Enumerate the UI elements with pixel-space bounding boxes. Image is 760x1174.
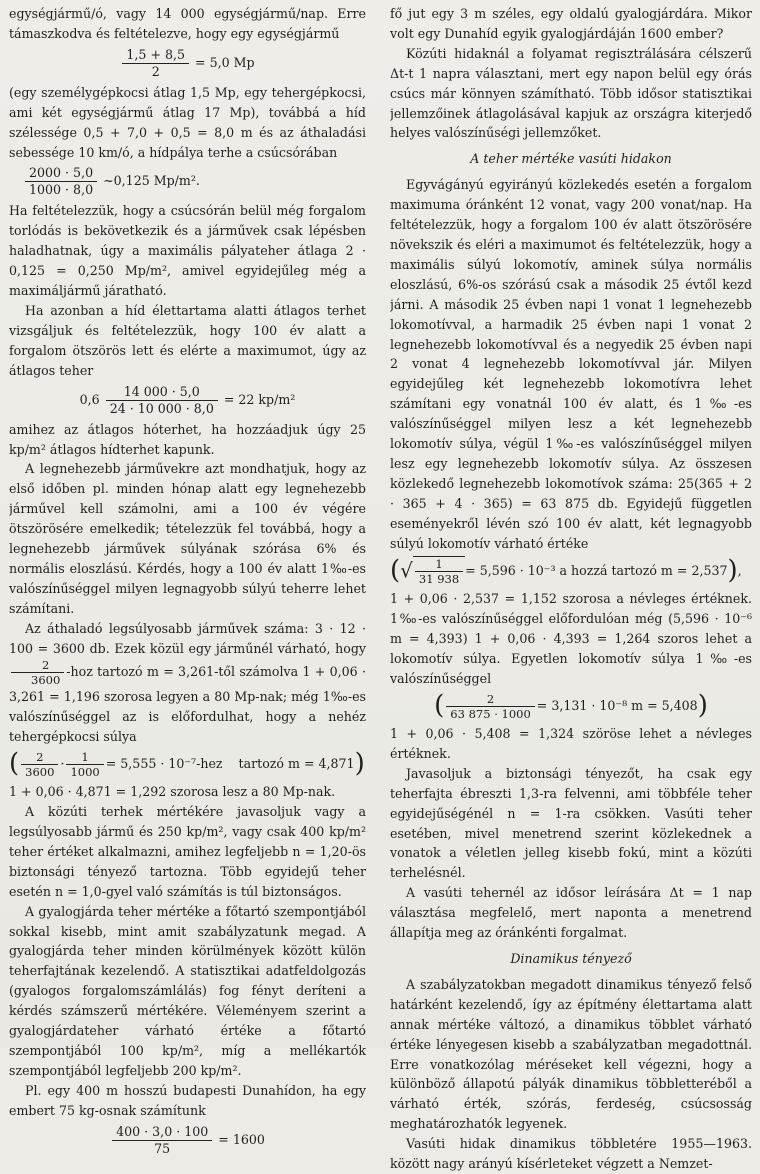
paren-open: ( (434, 690, 445, 721)
equation-rhs: = 5,555 · 10⁻⁷-hez (105, 756, 223, 772)
equation-rhs: = 3,131 · 10⁻⁸ m = 5,408 (536, 698, 698, 713)
fraction-denominator: 1000 (70, 765, 100, 780)
equation-single-locomotive (390, 692, 752, 721)
fraction-numerator: 2 (11, 658, 64, 673)
equation-tail: tartozó m = 4,871 (238, 756, 355, 772)
sqrt-icon: √ (400, 559, 413, 584)
fraction-denominator: 24 · 10 000 · 8,0 (109, 400, 214, 416)
fraction-denominator: 63 875 · 1000 (450, 707, 531, 721)
equation-tail: , (737, 563, 742, 579)
equation-locomotive-expected (390, 556, 752, 586)
paragraph: 1 + 0,06 · 4,871 = 1,292 szorosa lesz a 80 Mp-nak. (9, 784, 336, 800)
paragraph: egységjármű/ó, vagy 14 000 egységjármű/nap. Erre támaszkodva és feltételezve, hogy egy egységjármű (9, 6, 366, 41)
section-heading: Dinamikus tényező (510, 950, 632, 966)
paragraph: A vasúti tehernél az idősor leírására Δt = 1 nap választása megfelelő, mert naponta a menetrend állapítja meg az óránkénti forgalmat. (390, 885, 752, 941)
equation-pedestrians (9, 1124, 366, 1157)
equation-rhs: = 5,596 · 10⁻³ a hozzá tartozó m = 2,537 (465, 563, 728, 579)
left-column (9, 4, 366, 1160)
paragraph: A gyalogjárda teher mértéke a főtartó szempontjából sokkal kisebb, mint amit szabályzatunk megad. A gyalogjárda teher minden körülmények között külön teherfajtának kezelendő. A statisztikai adatfeldolgozás (gyalogos forgalomszámlálás) fog fényt deríteni a kérdés számszerű mértékére. Véleményem szerint a gyalogjárdateher várható értéke a főtartó szempontjából 100 kp/m², míg a mellékartók szempontjából legfeljebb 200 kp/m². (9, 903, 366, 1078)
equation-prefix: 0,6 (79, 391, 100, 407)
paragraph: Ha azonban a híd élettartama alatti átlagos terhet vizsgáljuk és feltételezzük, hogy 100 év alatt a forgalom ötszörös lett és elérte a maximumot, úgy az átlagos teher (9, 302, 366, 378)
equation-rhs: ~0,125 Mp/m². (103, 173, 200, 189)
equation-unit-vehicle (9, 47, 366, 80)
paragraph: Javasoljuk a biztonsági tényezőt, ha csak egy teherfajta ébreszti 1,3-ra felvenni, ami többféle teher egyidejűségénél n = 1-ra csökken. Vasúti teher esetében, mivel menetrend szerint közlekednek a vonatok a véletlen jelleg kisebb fokú, mint a közúti terhelésnél. (390, 765, 752, 881)
paragraph: fő jut egy 3 m széles, egy oldalú gyalogjárdára. Mikor volt egy Dunahíd egyik gyalogjárdáján 1600 ember? (390, 6, 752, 41)
paragraph-text: -hoz tartozó m = 3,261-től számolva 1 + 0,06 · 3,261 = 1,196 szorosa legyen a 80 Mp-nak; még 1‰-es valószínűséggel az is előfordulhat, hogy a nehéz tehergépkocsi súlya (9, 664, 366, 745)
fraction-denominator: 2 (151, 63, 160, 79)
paragraph: A legnehezebb járművekre azt mondhatjuk, hogy az első időben pl. minden hónap alatt egy legnehezebb járművel kell számolni, ami a 100 év végére ötszörösére emelkedik; tételezzük fel továbbá, hogy a legnehezebb járművek súlyának szórása 6% és normális eloszlású. Kérdés, hogy a 100 év alatt 1‰-es valószínűséggel milyen legnagyobb súlyú teherre lehet számítani. (9, 461, 366, 616)
paragraph: 1 + 0,06 · 5,408 = 1,324 szöröse lehet a névleges értéknek. (390, 726, 752, 761)
fraction-denominator: 3600 (31, 673, 61, 688)
paragraph: amihez az átlagos hóterhet, ha hozzáadjuk úgy 25 kp/m² átlagos hídterhet kapunk. (9, 421, 366, 457)
section-heading: A teher mértéke vasúti hidakon (470, 151, 672, 167)
paragraph (9, 619, 366, 748)
paren-open: ( (390, 556, 401, 587)
fraction-numerator: 2 (21, 750, 58, 765)
paragraph: Vasúti hidak dinamikus többletére 1955—1963. között nagy arányú kísérleteket végzett a Nemzet- (390, 1136, 752, 1172)
fraction-denominator: 3600 (25, 765, 55, 780)
fraction-numerator: 2000 · 5,0 (25, 165, 97, 182)
paren-open: ( (9, 748, 20, 779)
equation-rhs: = 22 kp/m² (223, 391, 296, 407)
paragraph: Egyvágányú egyirányú közlekedés esetén a forgalom maximuma óránként 12 vonat, vagy 200 vonat/nap. Ha feltételezzük, hogy a forgalom 100 év alatt ötszörösére növekszik és eléri a maximumot és feltételezzük, hogy a maximális súlyú lokomotív, aminek súlya normális eloszlású, 6%-os szórású csak a második 25 évtől kezd járni. A második 25 évben napi 1 vonat 1 legnehezebb lokomotívval, a harmadik 25 évben napi 1 vonat 2 legnehezebb lokomotívval és a negyedik 25 évben napi 2 vonat 4 legnehezebb lokomotívval jár. Milyen egyidejűleg két legnehezebb lokomotívra lehet számítani egy vonatnál 100 év alatt, és 1‰-es valószínűséggel milyen lesz a két legnehezebb lokomotív súlya, végül 1‰-es valószínűséggel milyen lesz egy legnehezebb lokomotív súlya. Az összesen közlekedő legnehezebb lokomotívok száma: 25(365 + 2 · 365 + 4 · 365) = 63 875 db. Egyidejű független eseményekről lévén szó 100 év alatt, két legnagyobb súlyú lokomotív várható értéke (390, 177, 752, 551)
paragraph-text: Az áthaladó legsúlyosabb járművek száma: 3 · 12 · 100 = 3600 db. Ezek közül egy járműnél várható, hogy (9, 620, 366, 656)
fraction-denominator: 75 (154, 1140, 171, 1156)
paragraph: A szabályzatokban megadott dinamikus tényező felső határként kezelendő, így az építmény élettartama alatt annak mértéke változó, a dinamikus többlet várható értéke lényegesen kisebb a szabályzatban megadottnál. Erre vonatkozólag méréseket kell végezni, hogy a különböző állapotú pályák dinamikus többletteréből a várható érték, szórás, ferdeség, csúcsosság meghatározhatók legyenek. (390, 976, 752, 1132)
fraction-denominator: 31 938 (418, 572, 460, 587)
right-column (390, 4, 752, 1174)
fraction-numerator: 1,5 + 8,5 (122, 47, 189, 64)
paragraph: A közúti terhek mértékére javasoljuk vagy a legsúlyosabb jármű és 250 kp/m², vagy csak 400 kp/m² teher értéket alkalmazni, amihez legfeljebb n = 1,20-ös biztonsági tényező tartozna. Több egyidejű teher esetén n = 1,0-gyel való számítás is túl biztonságos. (9, 804, 366, 899)
paragraph: Pl. egy 400 m hosszú budapesti Dunahídon, ha egy embert 75 kg-osnak számítunk (9, 1082, 366, 1118)
paragraph: (egy személygépkocsi átlag 1,5 Mp, egy tehergépkocsi, ami két egységjármű átlag 17 Mp), továbbá a híd szélessége 0,5 + 7,0 + 0,5 = 8,0 m és az áthaladási sebessége 10 km/ó, a hídpálya terhe a csúcsórában (9, 84, 366, 160)
paren-close: ) (354, 748, 365, 779)
fraction-numerator: 1 (415, 557, 463, 572)
paragraph: Ha feltételezzük, hogy a csúcsórán belül még forgalom torlódás is bekövetkezik és a járművek csak lépésben haladhatnak, úgy a maximális pályateher átlaga 2 · 0,125 = 0,250 Mp/m², amivel egyidejűleg még a maximáljármű járatható. (9, 203, 366, 299)
fraction-denominator: 1000 · 8,0 (29, 182, 94, 198)
paragraph: Közúti hidaknál a folyamat regisztrálására célszerű Δt-t 1 napra választani, mert egy napon belül egy órás csúcs már könnyen számítható. Több idősor statisztikai jellemzőinek átlagolásával kapjuk az országra kiterjedő helyes valószínűségi jellemzőket. (390, 45, 752, 141)
fraction-numerator: 1 (66, 750, 103, 765)
fraction-numerator: 2 (446, 692, 534, 707)
equation-truck-probability: ( $\frac{2}{3600}$ · $\frac{1}{1000}$ = 5,555 · 10⁻⁷-hez tartozó m = 4,871) (9, 748, 365, 780)
fraction-numerator: 400 · 3,0 · 100 (112, 1124, 212, 1141)
paren-close: ) (697, 690, 708, 721)
paren-close: ) (727, 556, 738, 587)
equation-rhs: = 1600 (218, 1131, 265, 1147)
equation-rhs: = 5,0 Mp (195, 54, 255, 70)
paragraph: 1 + 0,06 · 2,537 = 1,152 szorosa a névleges értéknek. 1‰-es valószínűséggel előfordulóan még (5,596 · 10⁻⁶ m = 4,393) 1 + 0,06 · 4,393 = 1,264 szoros lehet a lokomotív súlya. Egyetlen lokomotív súlya 1‰-es valószínűséggel (390, 591, 752, 687)
equation-deck-load (9, 165, 366, 198)
equation-average-load (9, 384, 366, 417)
fraction-numerator: 14 000 · 5,0 (106, 384, 218, 401)
